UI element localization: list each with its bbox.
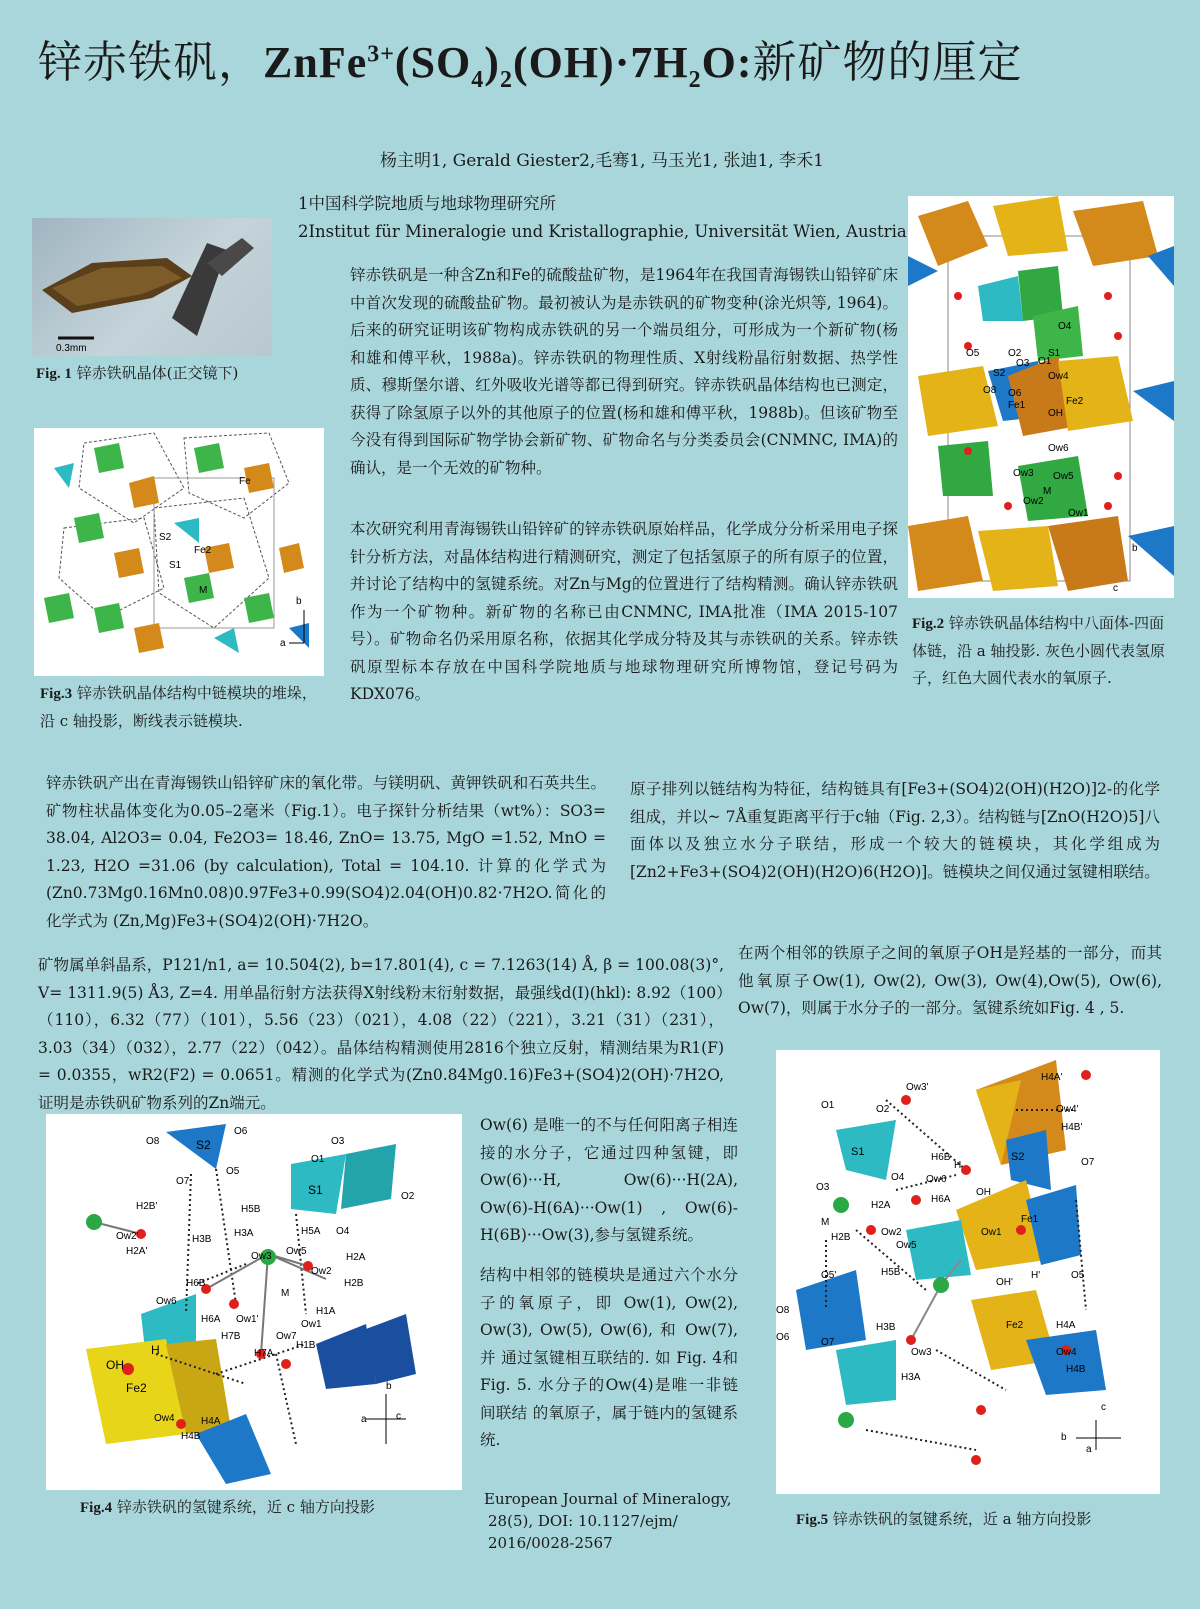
paragraph-crystallography: 矿物属单斜晶系，P121/n1, a= 10.504(2), b=17.801(4), c = 7.1263(14) Å, β = 100.08(3)°, V= 1311.9(5) Å3, Z=4. 用单晶衍射方法获得X射线粉末衍射数据，最强线d(I)(hkl): 8.92（100）（110），6.32（77）（101），5.56（23）（021），4.08（22）（221），3.21（31）（231），3.03（34）（032），2.77（22）（042）。晶体结构精测使用2816个独立反射，精测结果为R1(F) = 0.0355，wR2(F2) = 0.0651。精测的化学式为(Zn0.84Mg0.16)Fe3+(SO4)2(OH)·7H2O,证明是赤铁矾矿物系列的Zn端元。 xyxy=(38,956,724,1112)
svg-text:H: H xyxy=(151,1343,160,1357)
svg-text:H2B: H2B xyxy=(831,1232,851,1243)
svg-text:O3: O3 xyxy=(331,1136,345,1147)
svg-text:c: c xyxy=(1101,1402,1106,1413)
svg-text:H2B': H2B' xyxy=(136,1201,158,1212)
svg-text:H4B': H4B' xyxy=(1061,1122,1083,1133)
svg-text:O1: O1 xyxy=(821,1100,835,1111)
svg-text:Ow2: Ow2 xyxy=(311,1266,332,1277)
svg-text:O8: O8 xyxy=(776,1305,790,1316)
svg-text:Ow1': Ow1' xyxy=(236,1314,259,1325)
svg-text:Ow3: Ow3 xyxy=(1013,468,1034,479)
svg-text:Ow6: Ow6 xyxy=(1048,443,1069,454)
svg-text:O5': O5' xyxy=(821,1270,837,1281)
svg-text:Ow3: Ow3 xyxy=(911,1347,932,1358)
fig1-caption: Fig. 1 锌赤铁矾晶体(正交镜下) xyxy=(36,364,239,382)
svg-text:Fe: Fe xyxy=(239,476,251,487)
svg-text:OH: OH xyxy=(1048,408,1063,419)
svg-text:Ow4': Ow4' xyxy=(1056,1104,1079,1115)
svg-text:M: M xyxy=(821,1217,830,1228)
svg-text:H7B: H7B xyxy=(221,1331,241,1342)
svg-text:H4B: H4B xyxy=(1066,1364,1086,1375)
scale-bar-label: 0.3mm xyxy=(56,343,87,354)
svg-text:O6: O6 xyxy=(234,1126,248,1137)
svg-text:O5: O5 xyxy=(226,1166,240,1177)
journal-reference: European Journal of Mineralogy, 28(5), DOI: 10.1127/ejm/ 2016/0028-2567 xyxy=(484,1490,732,1552)
svg-text:O8: O8 xyxy=(146,1136,160,1147)
svg-text:c: c xyxy=(1113,583,1118,594)
poster-title: 锌赤铁矾，$ZnFe^{3+}(SO_4)_2(OH)\cdot 7H_2O$:新矿物的厘定 xyxy=(38,37,1023,93)
svg-text:Ow1: Ow1 xyxy=(981,1227,1002,1238)
svg-text:Fe2: Fe2 xyxy=(1066,396,1084,407)
fig1-crystal-drawing xyxy=(32,218,272,356)
svg-text:Ow3': Ow3' xyxy=(906,1082,929,1093)
svg-text:H2A': H2A' xyxy=(126,1246,148,1257)
svg-text:H': H' xyxy=(1031,1270,1041,1281)
affiliation-2: 2Institut für Mineralogie und Kristallographie, Universität Wien, Austria xyxy=(298,222,907,241)
svg-text:b: b xyxy=(1132,543,1138,554)
svg-text:O4: O4 xyxy=(336,1226,350,1237)
svg-text:S2: S2 xyxy=(1011,1151,1025,1163)
svg-text:Fe1: Fe1 xyxy=(1021,1214,1039,1225)
svg-text:O3: O3 xyxy=(1016,358,1030,369)
fig1-crystal-photo xyxy=(32,218,272,356)
svg-text:Ow1: Ow1 xyxy=(1068,508,1089,519)
svg-text:O5: O5 xyxy=(1071,1270,1085,1281)
svg-text:O4: O4 xyxy=(891,1172,905,1183)
svg-text:H6A: H6A xyxy=(201,1314,221,1325)
svg-text:S2: S2 xyxy=(196,1138,211,1152)
svg-text:O2: O2 xyxy=(1008,348,1022,359)
svg-text:OH: OH xyxy=(976,1187,991,1198)
svg-text:Fe2: Fe2 xyxy=(194,545,212,556)
svg-text:O8: O8 xyxy=(983,385,997,396)
svg-text:Ow2': Ow2' xyxy=(116,1231,139,1242)
svg-text:S1: S1 xyxy=(1048,348,1061,359)
svg-text:a: a xyxy=(1086,1444,1092,1455)
svg-text:Ow2: Ow2 xyxy=(1023,496,1044,507)
svg-text:H4A: H4A xyxy=(201,1416,221,1427)
fig2-caption: Fig.2 锌赤铁矾晶体结构中八面体-四面体链，沿 a 轴投影. 灰色小圆代表氢原子，红色大圆代表水的氧原子. xyxy=(912,614,1166,687)
svg-text:O2: O2 xyxy=(876,1104,890,1115)
svg-text:Ow5: Ow5 xyxy=(1053,471,1074,482)
svg-text:a: a xyxy=(361,1414,367,1425)
svg-text:Fe1: Fe1 xyxy=(1008,400,1026,411)
svg-text:H6B: H6B xyxy=(931,1152,951,1163)
svg-text:H1B: H1B xyxy=(296,1340,316,1351)
fig3-structure-image xyxy=(34,428,324,676)
paragraph-study: 本次研究利用青海锡铁山铅锌矿的锌赤铁矾原始样品，化学成分分析采用电子探针分析方法，对晶体结构进行精测研究，测定了包括氢原子的所有原子的位置，并讨论了结构中的氢键系统。对Zn与Mg的位置进行了结构精测。确认锌赤铁矾作为一个矿物种。新矿物的名称已由CNMNC, IMA批准（IMA 2015-107号）。矿物命名仍采用原名称，依据其化学成分特及其与赤铁矾的关系。锌赤铁矾原型标本存放在中国科学院地质与地球物理研究所博物馆，登记号码为KDX076。 xyxy=(350,520,898,703)
fig5-hydrogen-bond-image xyxy=(776,1050,1160,1494)
svg-text:b: b xyxy=(1061,1432,1067,1443)
svg-text:H: H xyxy=(954,1160,962,1171)
svg-text:O1: O1 xyxy=(311,1154,325,1165)
paragraph-ow6: Ow(6) 是唯一的不与任何阳离子相连接的水分子，它通过四种氢键，即 Ow(6)···H, Ow(6)···H(2A), Ow(6)-H(6A)···Ow(1) , Ow(6)-H(6B)···Ow(3),参与氢键系统。 xyxy=(480,1116,738,1244)
svg-text:H2A: H2A xyxy=(871,1200,891,1211)
svg-text:S1: S1 xyxy=(308,1183,323,1197)
svg-text:O3: O3 xyxy=(816,1182,830,1193)
fig4-caption: Fig.4 锌赤铁矾的氢键系统，近 c 轴方向投影 xyxy=(80,1498,375,1516)
svg-text:O6: O6 xyxy=(1008,388,1022,399)
svg-text:Ow6: Ow6 xyxy=(926,1174,947,1185)
paragraph-intro: 锌赤铁矾是一种含Zn和Fe的硫酸盐矿物，是1964年在我国青海锡铁山铅锌矿床中首次发现的硫酸盐矿物。最初被认为是赤铁矾的矿物变种(涂光炽等, 1964)。后来的研究证明该矿物构成赤铁矾的另一个端员组分，可形成为一个新矿物(杨和雄和傅平秋，1988a)。锌赤铁矾的物理性质、X射线粉晶衍射数据、热学性质、穆斯堡尔谱、红外吸收光谱等都已得到研究。锌赤铁矾晶体结构也已测定，获得了除氢原子以外的其他原子的位置(杨和雄和傅平秋，1988b)。但该矿物至今没有得到国际矿物学协会新矿物、矿物命名与分类委员会(CNMNC, IMA)的确认，是一个无效的矿物种。 xyxy=(350,266,898,477)
fig2-drawing xyxy=(908,196,1174,598)
svg-text:Ow2: Ow2 xyxy=(881,1227,902,1238)
svg-text:Ow5: Ow5 xyxy=(896,1240,917,1251)
svg-text:S1: S1 xyxy=(169,560,182,571)
svg-text:Ow4: Ow4 xyxy=(1056,1347,1077,1358)
svg-text:Ow3: Ow3 xyxy=(251,1251,272,1262)
svg-text:M: M xyxy=(281,1288,290,1299)
svg-text:S2: S2 xyxy=(993,368,1006,379)
authors: 杨主明1, Gerald Giester2,毛骞1, 马玉光1, 张迪1, 李禾1 xyxy=(380,151,824,171)
fig3-caption: Fig.3 锌赤铁矾晶体结构中链模块的堆垛，沿 c 轴投影，断线表示链模块. xyxy=(40,684,317,730)
svg-text:OH': OH' xyxy=(996,1277,1013,1288)
svg-text:O7: O7 xyxy=(821,1337,835,1348)
fig5-drawing xyxy=(776,1050,1160,1494)
svg-text:M: M xyxy=(199,585,208,596)
svg-text:H5A: H5A xyxy=(301,1226,321,1237)
svg-text:b: b xyxy=(386,1381,392,1392)
svg-text:O4: O4 xyxy=(1058,321,1072,332)
svg-text:H6A: H6A xyxy=(931,1194,951,1205)
paragraph-occurrence: 锌赤铁矾产出在青海锡铁山铅锌矿床的氧化带。与镁明矾、黄钾铁矾和石英共生。矿物柱状晶体变化为0.05–2毫米（Fig.1）。电子探针分析结果（wt%）：SO3= 38.04, Al2O3= 0.04, Fe2O3= 18.46, ZnO= 13.75, MgO =1.52, MnO = 1.23, H2O =31.06 (by calculation), Total = 104.10. 计算的化学式为(Zn0.73Mg0.16Mn0.08)0.97Fe3+0.99(SO4)2.04(OH)0.82·7H2O.简化的化学式为 (Zn,Mg)Fe3+(SO4)2(OH)·7H2O。 xyxy=(46,774,606,930)
svg-text:a: a xyxy=(280,638,286,649)
svg-text:OH: OH xyxy=(106,1358,124,1372)
fig3-drawing xyxy=(34,428,324,676)
svg-text:H3A: H3A xyxy=(901,1372,921,1383)
svg-text:S2: S2 xyxy=(159,532,172,543)
svg-text:H4A': H4A' xyxy=(1041,1072,1063,1083)
svg-text:H5B: H5B xyxy=(241,1204,261,1215)
fig2-structure-image xyxy=(908,196,1174,598)
svg-text:H3B: H3B xyxy=(192,1234,212,1245)
svg-text:b: b xyxy=(296,596,302,607)
svg-text:Ow4: Ow4 xyxy=(154,1413,175,1424)
svg-text:Fe2: Fe2 xyxy=(1006,1320,1024,1331)
svg-text:H4A: H4A xyxy=(1056,1320,1076,1331)
svg-text:O2: O2 xyxy=(401,1191,415,1202)
svg-text:O5: O5 xyxy=(966,348,980,359)
affiliation-1: 1中国科学院地质与地球物理研究所 xyxy=(298,194,556,213)
svg-text:Ow7: Ow7 xyxy=(276,1331,297,1342)
svg-text:S1: S1 xyxy=(851,1146,865,1158)
svg-text:O7: O7 xyxy=(176,1176,190,1187)
svg-text:M: M xyxy=(1043,486,1052,497)
svg-text:Fe2: Fe2 xyxy=(126,1381,147,1395)
svg-text:H7A: H7A xyxy=(254,1348,274,1359)
paragraph-chain-linkage: 结构中相邻的链模块是通过六个水分子的氧原子，即 Ow(1), Ow(2), Ow(3), Ow(5), Ow(6), 和 Ow(7),并 通过氢键相互联结的. 如 Fig. 4和 Fig. 5. 水分子的Ow(4)是唯一非链间联结 的氧原子，属于链内的氢键系统. xyxy=(480,1266,738,1449)
svg-text:H4B: H4B xyxy=(181,1431,201,1442)
svg-text:O6: O6 xyxy=(776,1332,790,1343)
fig4-hydrogen-bond-image xyxy=(46,1114,462,1490)
svg-text:Ow4: Ow4 xyxy=(1048,371,1069,382)
svg-text:H3B: H3B xyxy=(876,1322,896,1333)
svg-text:Ow1: Ow1 xyxy=(301,1319,322,1330)
svg-text:H1A: H1A xyxy=(316,1306,336,1317)
svg-text:c: c xyxy=(396,1411,401,1422)
svg-text:H2B: H2B xyxy=(344,1278,364,1289)
svg-text:O1: O1 xyxy=(1038,356,1052,367)
paragraph-structure: 原子排列以链结构为特征，结构链具有[Fe3+(SO4)2(OH)(H2O)]2-的化学组成，并以~ 7Å重复距离平行于c轴（Fig. 2,3）。结构链与[ZnO(H2O)5]八面体以及独立水分子联结，形成一个较大的链模块，其化学组成为[Zn2+Fe3+(SO4)2(OH)(H2O)6(H2O)]。链模块之间仅通过氢键相联结。 xyxy=(630,780,1160,881)
fig5-caption: Fig.5 锌赤铁矾的氢键系统，近 a 轴方向投影 xyxy=(796,1510,1092,1528)
svg-text:O7: O7 xyxy=(1081,1157,1095,1168)
paragraph-hydroxyl: 在两个相邻的铁原子之间的氧原子OH是羟基的一部分，而其他氧原子Ow(1), Ow(2), Ow(3), Ow(4),Ow(5), Ow(6), Ow(7)，则属于水分子的一部分。氢键系统如Fig. 4 , 5. xyxy=(738,944,1162,1017)
svg-text:Ow6: Ow6 xyxy=(156,1296,177,1307)
svg-text:H3A: H3A xyxy=(234,1228,254,1239)
svg-text:H6B: H6B xyxy=(186,1278,206,1289)
fig4-drawing xyxy=(46,1114,462,1490)
svg-text:H5B: H5B xyxy=(881,1267,901,1278)
svg-text:H2A: H2A xyxy=(346,1252,366,1263)
svg-text:Ow5: Ow5 xyxy=(286,1246,307,1257)
